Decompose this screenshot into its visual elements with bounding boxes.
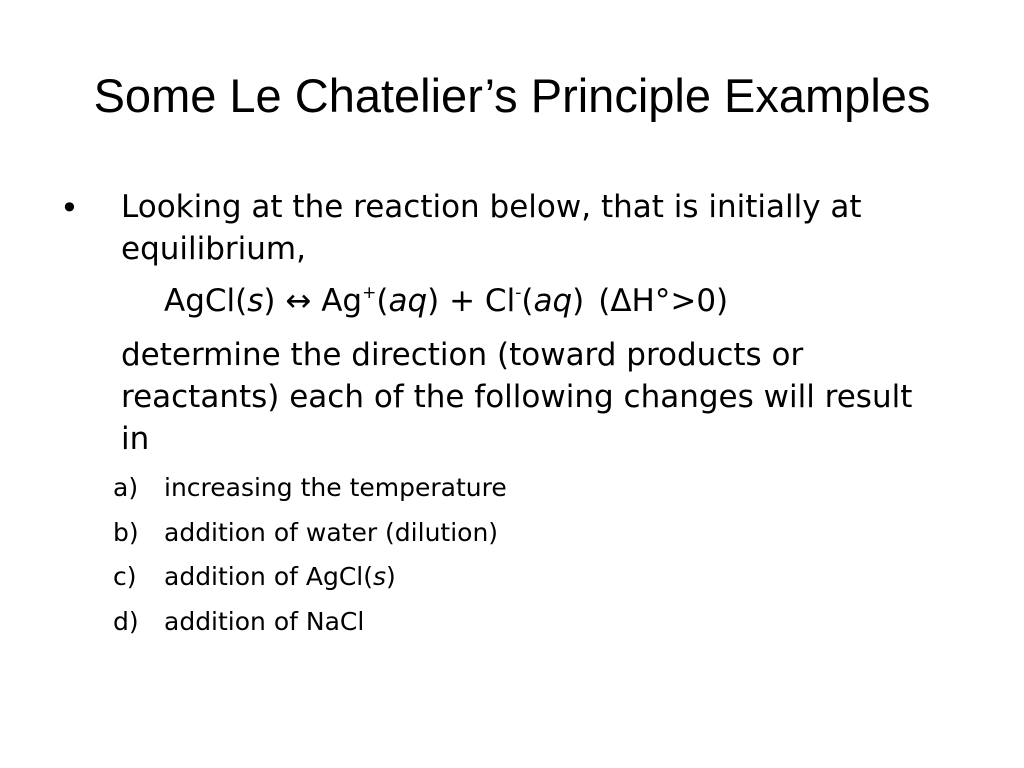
bullet-point: • <box>60 189 79 227</box>
question-text: determine the direction (toward products or reactants) each of the following changes will result in <box>121 337 913 457</box>
reactant-close: ) <box>263 283 276 319</box>
product2-open: ( <box>521 283 534 319</box>
reactant-formula: AgCl( <box>164 283 248 319</box>
plus-product2: ) + Cl <box>427 283 516 319</box>
enthalpy-condition: (ΔH°>0) <box>598 283 729 319</box>
intro-text: Looking at the reaction below, that is initially at equilibrium, <box>121 189 862 267</box>
list-item-close: ) <box>386 562 396 592</box>
reaction-equation <box>164 280 728 322</box>
list-marker: a) <box>113 473 139 502</box>
list-marker: d) <box>113 607 139 637</box>
reactant-state: s <box>247 283 264 319</box>
product1-formula: Ag <box>321 283 363 319</box>
list-item-text <box>164 557 396 597</box>
product1-state: aq <box>388 283 428 319</box>
product2-close: ) <box>572 283 585 319</box>
list-item-formula: addition of AgCl( <box>164 562 374 592</box>
list-marker: c) <box>113 562 137 592</box>
list-item-text: addition of water (dilution) <box>164 517 499 547</box>
product1-open: ( <box>376 283 389 319</box>
product2-state: aq <box>533 283 573 319</box>
list-item-text: increasing the temperature <box>164 473 507 502</box>
equilibrium-arrow: ↔ <box>285 283 312 319</box>
list-item-text: addition of NaCl <box>164 607 365 637</box>
product1-charge: + <box>362 283 377 303</box>
product2-charge: - <box>515 283 522 303</box>
list-item-state: s <box>373 562 387 592</box>
slide-title: Some Le Chatelier’s Principle Examples <box>93 69 931 122</box>
list-marker: b) <box>113 517 139 547</box>
